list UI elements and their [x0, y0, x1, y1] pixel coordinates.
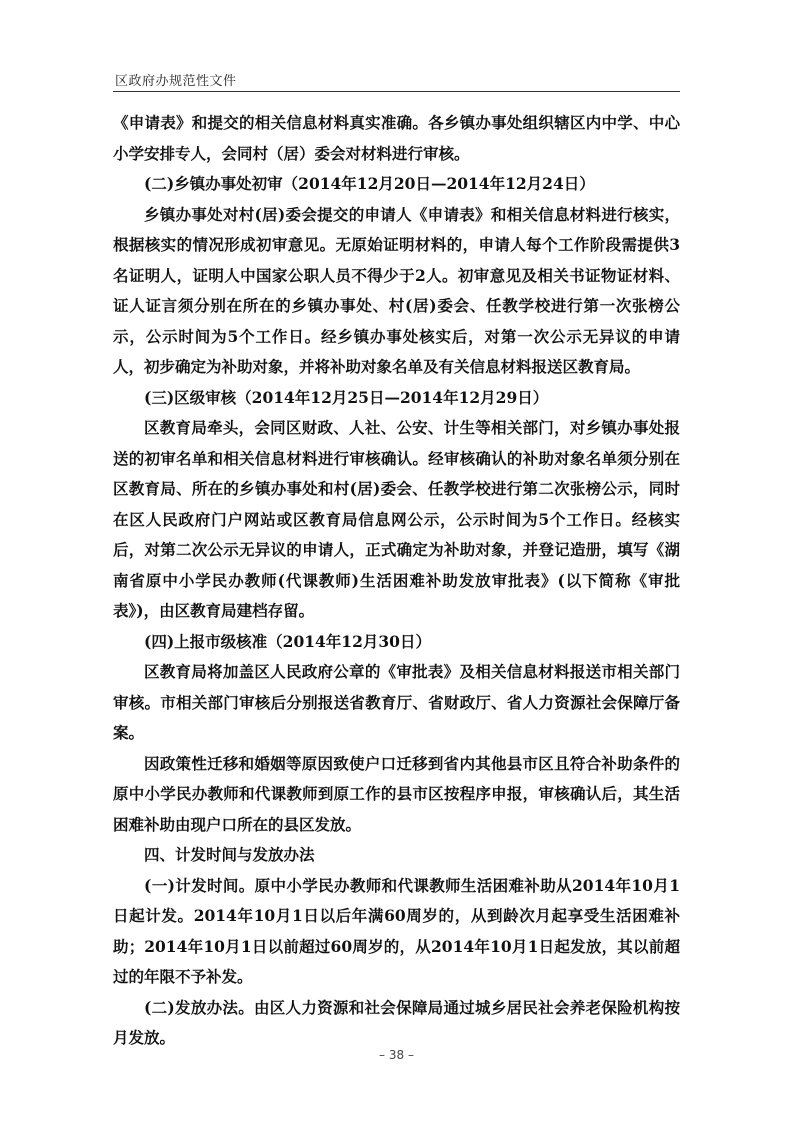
paragraph-household-migration: 因政策性迁移和婚姻等原因致使户口迁移到省内其他县市区且符合补助条件的原中小学民办教师和代课教师到原工作的县市区按程序申报，审核确认后，其生活困难补助由现户口所在的县区发放。	[113, 753, 680, 834]
subheading-city-approval: (四)上报市级核准（2014年12月30日）	[144, 631, 431, 651]
running-header: 区政府办规范性文件	[115, 74, 237, 89]
paragraph-payment-start-date: (一)计发时间。原中小学民办教师和代课教师生活困难补助从2014年10月1日起计发。2014年10月1日以后年满60周岁的，从到龄次月起享受生活困难补助；2014年10月1日以前超过60周岁的，从2014年10月1日起发放，其以前超过的年限不予补发。	[113, 875, 680, 986]
section-heading-payment-timing: 四、计发时间与发放办法	[144, 845, 315, 864]
page-number: – 38 –	[379, 1048, 414, 1062]
paragraph-city-approval-details: 区教育局将加盖区人民政府公章的《审批表》及相关信息材料报送市相关部门审核。市相关部门审核后分别报送省教育厅、省财政厅、省人力资源社会保障厅备案。	[113, 662, 680, 742]
header-divider	[113, 91, 680, 92]
paragraph-continued-review: 《申请表》和提交的相关信息材料真实准确。各乡镇办事处组织辖区内中学、中心小学安排专人，会同村（居）委会对材料进行审核。	[113, 113, 680, 163]
document-body	[113, 108, 680, 1054]
paragraph-district-review-details: 区教育局牵头，会同区财政、人社、公安、计生等相关部门，对乡镇办事处报送的初审名单和相关信息材料进行审核确认。经审核确认的补助对象名单须分别在区教育局、所在的乡镇办事处和村(居)委会、任教学校进行第二次张榜公示，同时在区人民政府门户网站或区教育局信息网公示，公示时间为5个工作日。经核实后，对第二次公示无异议的申请人，正式确定为补助对象，并登记造册，填写《湖南省原中小学民办教师(代课教师)生活困难补助发放审批表》(以下简称《审批表》)，由区教育局建档存留。	[113, 418, 680, 620]
subheading-township-preliminary-review: (二)乡镇办事处初审（2014年12月20日—2014年12月24日）	[144, 174, 595, 193]
paragraph-township-review-details: 乡镇办事处对村(居)委会提交的申请人《申请表》和相关信息材料进行核实，根据核实的情况形成初审意见。无原始证明材料的，申请人每个工作阶段需提供3名证明人，证明人中国家公职人员不得少于2人。初审意见及相关书证物证材料、证人证言须分别在所在的乡镇办事处、村(居)委会、任教学校进行第一次张榜公示，公示时间为5个工作日。经乡镇办事处核实后，对第一次公示无异议的申请人，初步确定为补助对象，并将补助对象名单及有关信息材料报送区教育局。	[113, 204, 680, 376]
subheading-district-review: (三)区级审核（2014年12月25日—2014年12月29日）	[144, 387, 549, 407]
paragraph-payment-method: (二)发放办法。由区人力资源和社会保障局通过城乡居民社会养老保险机构按月发放。	[113, 997, 680, 1047]
